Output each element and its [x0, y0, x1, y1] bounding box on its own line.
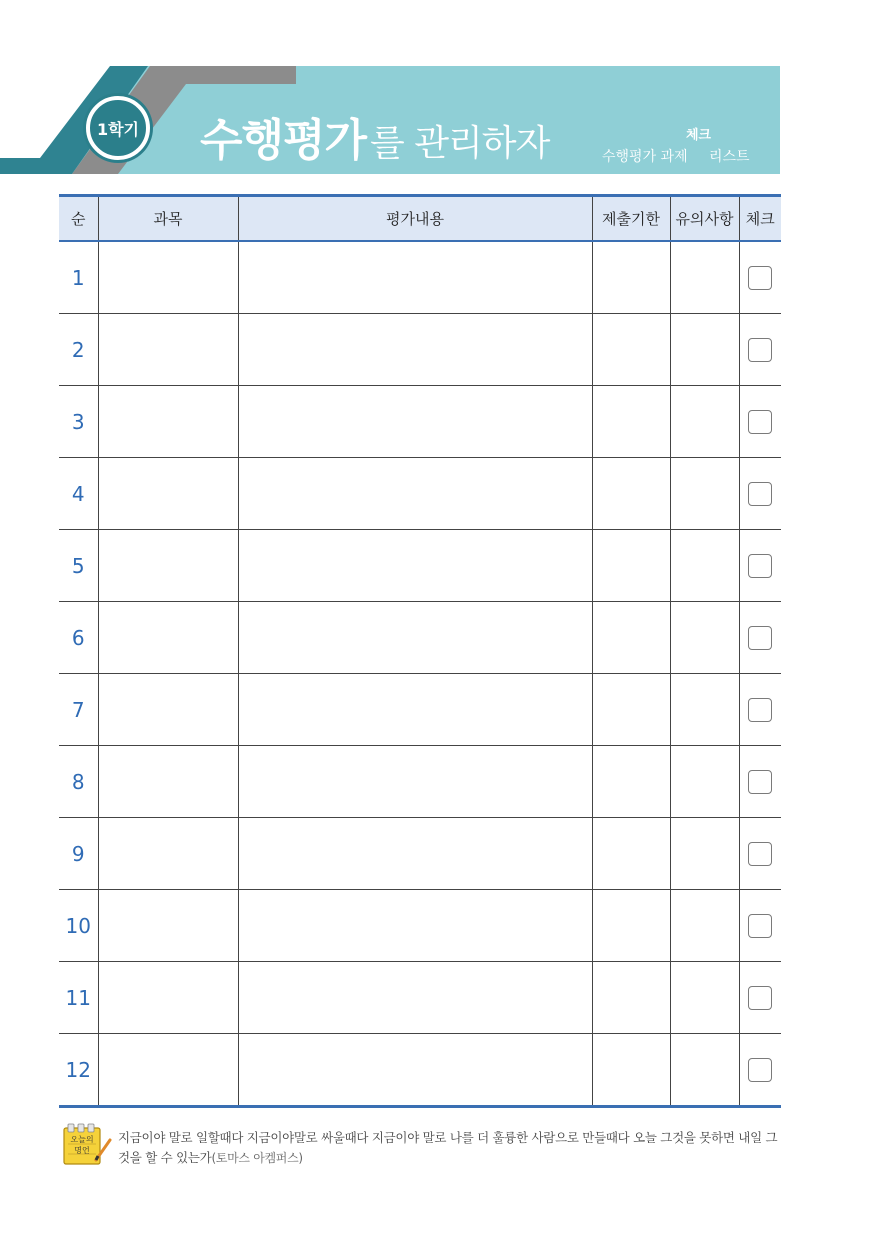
- page-header: [0, 0, 870, 200]
- deadline-cell[interactable]: [592, 458, 670, 530]
- row-checkbox[interactable]: [748, 914, 772, 938]
- check-cell: [739, 241, 781, 314]
- table-row: [59, 962, 781, 1034]
- table-row: [59, 530, 781, 602]
- row-number: 1: [71, 265, 85, 290]
- row-checkbox[interactable]: [748, 770, 772, 794]
- row-number: 9: [59, 818, 98, 890]
- table-row: [59, 674, 781, 746]
- subject-cell[interactable]: [98, 241, 238, 314]
- content-cell[interactable]: [238, 386, 592, 458]
- notes-cell[interactable]: [670, 962, 739, 1034]
- column-header-number: 순: [59, 196, 98, 242]
- row-checkbox[interactable]: [748, 338, 772, 362]
- check-cell: [739, 1034, 781, 1107]
- deadline-cell[interactable]: [592, 746, 670, 818]
- deadline-cell[interactable]: [592, 890, 670, 962]
- table-row: [59, 890, 781, 962]
- subtitle-check-word: 체크: [686, 128, 712, 143]
- check-cell: [739, 962, 781, 1034]
- deadline-cell[interactable]: [592, 386, 670, 458]
- table-row: [59, 746, 781, 818]
- row-checkbox[interactable]: [748, 1058, 772, 1082]
- notes-cell[interactable]: [670, 1034, 739, 1107]
- subject-cell[interactable]: [98, 458, 238, 530]
- check-cell: [739, 746, 781, 818]
- table-row: [59, 314, 781, 386]
- column-header-check: 체크: [739, 196, 781, 242]
- semester-badge-label: 1학기: [96, 119, 140, 139]
- check-cell: [739, 314, 781, 386]
- notes-cell[interactable]: [670, 458, 739, 530]
- subtitle-prefix: 수행평가 과제: [602, 149, 688, 165]
- row-checkbox[interactable]: [748, 554, 772, 578]
- row-checkbox[interactable]: [748, 842, 772, 866]
- subject-cell[interactable]: [98, 386, 238, 458]
- row-checkbox[interactable]: [748, 698, 772, 722]
- deadline-cell[interactable]: [592, 602, 670, 674]
- content-cell[interactable]: [238, 890, 592, 962]
- notes-cell[interactable]: [670, 314, 739, 386]
- column-header-content: 평가내용: [238, 196, 592, 242]
- table-row: [59, 241, 781, 314]
- column-header-notes: 유의사항: [670, 196, 739, 242]
- deadline-cell[interactable]: [592, 241, 670, 314]
- subject-cell[interactable]: [98, 530, 238, 602]
- quote-icon-label-line1: 오늘의: [70, 1135, 94, 1144]
- content-cell[interactable]: [238, 962, 592, 1034]
- row-checkbox[interactable]: [748, 986, 772, 1010]
- row-number: 8: [59, 746, 98, 818]
- content-cell[interactable]: [238, 602, 592, 674]
- quote-of-the-day: [118, 1128, 786, 1168]
- quote-author: (토마스 아켐퍼스): [211, 1151, 303, 1165]
- check-cell: [739, 386, 781, 458]
- notes-cell[interactable]: [670, 241, 739, 314]
- table-row: [59, 1034, 781, 1107]
- row-number: 11: [59, 962, 98, 1034]
- notes-cell[interactable]: [670, 602, 739, 674]
- table-row: [59, 602, 781, 674]
- check-cell: [739, 818, 781, 890]
- row-checkbox[interactable]: [748, 626, 772, 650]
- content-cell[interactable]: [238, 458, 592, 530]
- quote-of-the-day-icon: [62, 1122, 112, 1168]
- subject-cell[interactable]: [98, 746, 238, 818]
- content-cell[interactable]: [238, 818, 592, 890]
- row-number: 10: [59, 890, 98, 962]
- notes-cell[interactable]: [670, 386, 739, 458]
- subject-cell[interactable]: [98, 674, 238, 746]
- table-row: [59, 458, 781, 530]
- row-number: 12: [59, 1034, 98, 1107]
- table-header-row: [59, 196, 781, 242]
- quote-text: 지금이야 말로 일할때다 지금이야말로 싸울때다 지금이야 말로 나를 더 훌륭한 사람으로 만들때다 오늘 그것을 못하면 내일 그것을 할 수 있는가: [118, 1130, 778, 1165]
- deadline-cell[interactable]: [592, 1034, 670, 1107]
- check-cell: [739, 530, 781, 602]
- row-number: 2: [59, 314, 98, 386]
- page-title-strong: 수행평가: [200, 115, 367, 166]
- content-cell[interactable]: [238, 746, 592, 818]
- row-number: 3: [59, 386, 98, 458]
- row-checkbox[interactable]: [748, 410, 772, 434]
- subject-cell[interactable]: [98, 314, 238, 386]
- deadline-cell[interactable]: [592, 314, 670, 386]
- deadline-cell[interactable]: [592, 818, 670, 890]
- row-number: 6: [59, 602, 98, 674]
- check-cell: [739, 890, 781, 962]
- subject-cell[interactable]: [98, 890, 238, 962]
- content-cell[interactable]: [238, 1034, 592, 1107]
- deadline-cell[interactable]: [592, 674, 670, 746]
- column-header-deadline: 제출기한: [592, 196, 670, 242]
- subtitle-suffix: 리스트: [709, 149, 750, 165]
- column-header-subject: 과목: [98, 196, 238, 242]
- check-cell: [739, 602, 781, 674]
- row-checkbox[interactable]: [748, 482, 772, 506]
- row-number: 4: [59, 458, 98, 530]
- content-cell[interactable]: [238, 241, 592, 314]
- notes-cell[interactable]: [670, 530, 739, 602]
- deadline-cell[interactable]: [592, 962, 670, 1034]
- semester-badge: [86, 96, 150, 160]
- row-checkbox[interactable]: [748, 266, 772, 290]
- content-cell[interactable]: [238, 314, 592, 386]
- notes-cell[interactable]: [670, 890, 739, 962]
- row-number: 7: [59, 674, 98, 746]
- checkmark-icon: [0, 0, 28, 26]
- row-number: 5: [59, 530, 98, 602]
- subject-cell[interactable]: [98, 1034, 238, 1107]
- table-row: [59, 386, 781, 458]
- page-title: [200, 104, 549, 164]
- notes-cell[interactable]: [670, 818, 739, 890]
- check-cell: [739, 458, 781, 530]
- notes-cell[interactable]: [670, 674, 739, 746]
- subject-cell[interactable]: [98, 962, 238, 1034]
- content-cell[interactable]: [238, 530, 592, 602]
- check-cell: [739, 674, 781, 746]
- subject-cell[interactable]: [98, 818, 238, 890]
- deadline-cell[interactable]: [592, 530, 670, 602]
- content-cell[interactable]: [238, 674, 592, 746]
- assessment-checklist-table: [59, 194, 781, 1108]
- notes-cell[interactable]: [670, 746, 739, 818]
- table-row: [59, 818, 781, 890]
- page-title-light: 를 관리하자: [370, 123, 550, 164]
- quote-icon-label-line2: 명언: [74, 1146, 90, 1155]
- subject-cell[interactable]: [98, 602, 238, 674]
